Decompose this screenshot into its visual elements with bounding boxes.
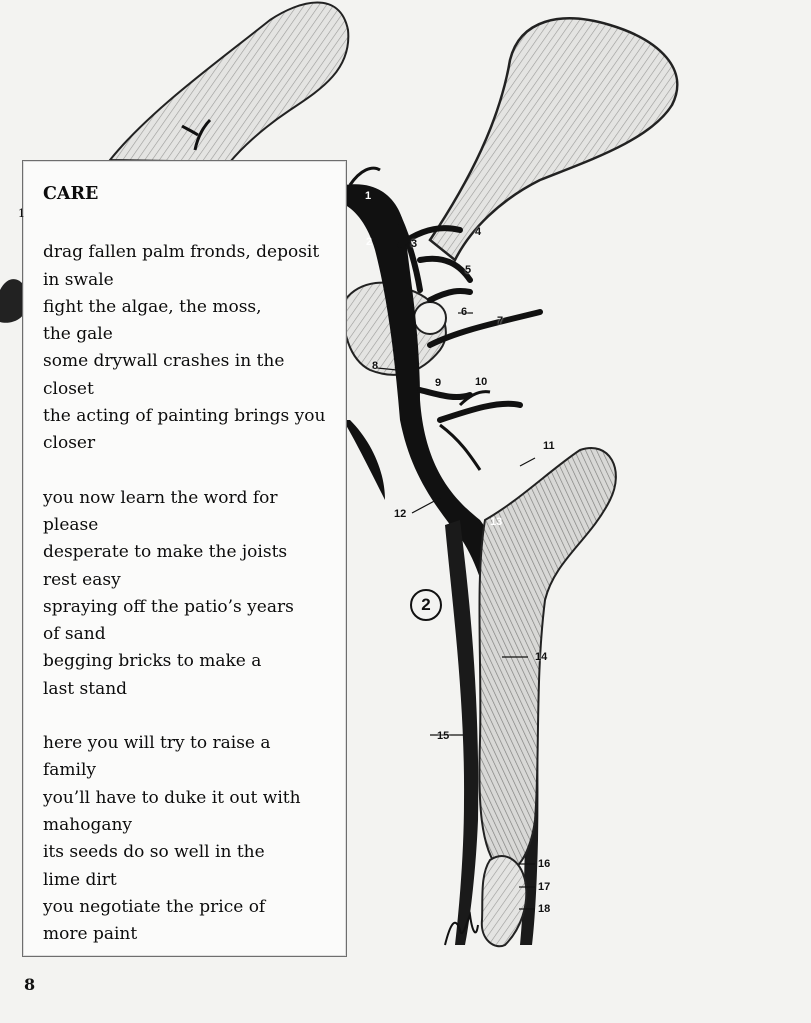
- poem: [43, 181, 343, 975]
- poem-line: drag fallen palm fronds, deposit: [43, 242, 320, 263]
- poem-line: closer: [43, 433, 96, 454]
- poem-line: spraying off the patio’s years: [43, 596, 294, 617]
- poem-line: the gale: [43, 324, 113, 345]
- poem-line: some drywall crashes in the: [43, 351, 285, 372]
- poem-line: you now learn the word for: [43, 487, 278, 508]
- figure-label-14: 14: [535, 651, 548, 663]
- joint-ring: [414, 302, 446, 334]
- figure-label-7: 7: [497, 315, 504, 327]
- figure-label-2: 2: [366, 236, 373, 248]
- figure-label-6: 6: [461, 306, 468, 318]
- figure-label-5: 5: [465, 264, 472, 276]
- figure-label-1: 1: [365, 190, 372, 202]
- poem-line: last stand: [43, 678, 128, 699]
- side-number: 1: [18, 207, 25, 220]
- poem-line: here you will try to raise a: [43, 733, 271, 754]
- figure-label-15: 15: [437, 730, 450, 742]
- figure-label-3: 3: [411, 238, 418, 250]
- figure-label-10: 10: [475, 376, 488, 388]
- figure-label-9: 9: [435, 377, 442, 389]
- poem-title: CARE: [43, 184, 99, 204]
- poem-line: mahogany: [43, 814, 133, 835]
- poem-line: of sand: [43, 624, 106, 645]
- upper-left-bone: [110, 3, 348, 163]
- edge-shadow: [343, 420, 385, 500]
- poem-stanza: [43, 239, 343, 457]
- humerus-head: [430, 18, 677, 260]
- poem-line: in swale: [43, 269, 114, 290]
- figure-label-11: 11: [543, 440, 555, 452]
- forearm-bone: [479, 448, 615, 873]
- poem-line: lime dirt: [43, 869, 117, 890]
- poem-line: more paint: [43, 924, 138, 945]
- poem-panel: [22, 160, 347, 957]
- poem-line: rest easy: [43, 569, 121, 590]
- poem-line: the acting of painting brings you: [43, 406, 326, 427]
- poem-line: you’ll have to duke it out with: [43, 787, 301, 808]
- page-number: 8: [24, 975, 36, 994]
- poem-line: desperate to make the joists: [43, 542, 288, 563]
- figure-label-4: 4: [475, 226, 482, 238]
- poem-line: closet: [43, 378, 94, 399]
- figure-label-8: 8: [372, 360, 379, 372]
- poem-line: please: [43, 514, 99, 535]
- poem-stanza: [43, 730, 343, 948]
- poem-line: you negotiate the price of: [43, 896, 266, 917]
- figure-circle-label: 2: [410, 589, 442, 621]
- poem-line: family: [43, 760, 97, 781]
- figure-label-18: 18: [538, 903, 551, 915]
- figure-label-13: 13: [490, 516, 503, 528]
- figure-label-17: 17: [538, 881, 551, 893]
- tendon-band: [445, 520, 478, 945]
- poem-line: fight the algae, the moss,: [43, 296, 262, 317]
- poem-line: begging bricks to make a: [43, 651, 262, 672]
- poem-stanza: [43, 485, 343, 703]
- figure-label-12: 12: [394, 508, 407, 520]
- wrist-bone: [482, 856, 526, 946]
- figure-label-16: 16: [538, 858, 551, 870]
- poem-line: its seeds do so well in the: [43, 842, 265, 863]
